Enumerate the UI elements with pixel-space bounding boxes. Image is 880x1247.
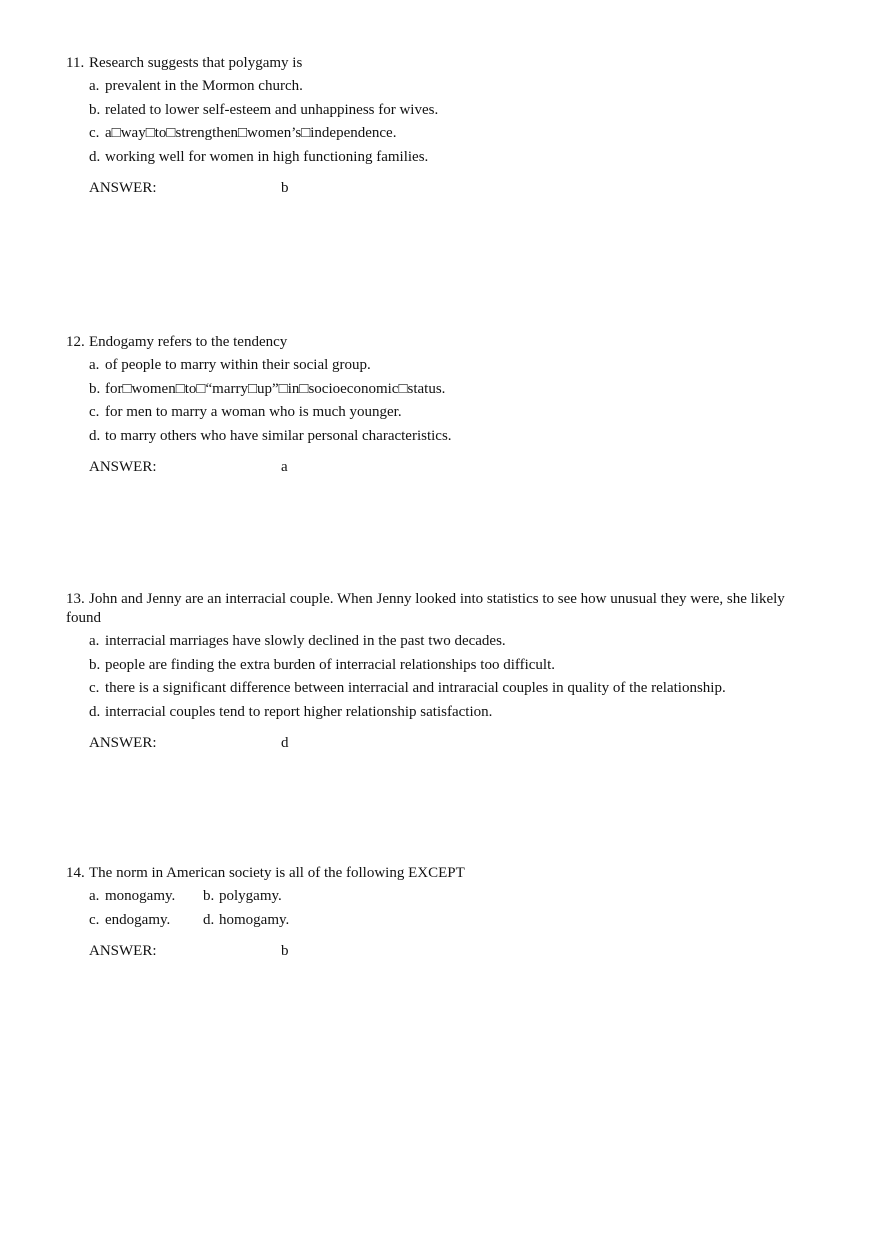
option-letter: d. — [203, 911, 215, 928]
option-text: a□way□to□strengthen□women’s□independence. — [105, 125, 397, 141]
answer-value: d — [281, 734, 289, 751]
option-letter: a. — [89, 357, 100, 373]
question-stem — [66, 333, 836, 352]
option-letter: a. — [89, 633, 100, 649]
answer-line — [89, 942, 836, 961]
option-letter: b. — [203, 888, 215, 904]
answer-label: ANSWER: — [89, 179, 157, 196]
option-c — [89, 124, 836, 143]
answer-line — [89, 734, 836, 753]
option-c — [89, 679, 836, 698]
question-number: 11. — [66, 55, 85, 71]
question-text: John and Jenny are an interracial couple. When Jenny looked into statistics to see how unusual they were, she likely — [89, 591, 785, 607]
option-d — [89, 427, 836, 446]
answer-value: a — [281, 458, 288, 475]
question-stem — [66, 54, 836, 73]
option-letter: d. — [89, 703, 101, 720]
option-a — [89, 887, 203, 906]
option-text: homogamy. — [219, 911, 290, 928]
answer-value: b — [281, 179, 289, 196]
question-number: 12. — [66, 334, 85, 350]
option-b — [203, 887, 282, 906]
option-text: endogamy. — [105, 911, 171, 928]
option-b — [89, 101, 836, 120]
option-text: people are finding the extra burden of interracial relationships too difficult. — [105, 656, 555, 673]
option-text: for□women□to□“marry□up”□in□socioeconomic□status. — [105, 380, 446, 397]
option-b — [89, 380, 836, 399]
option-letter: a. — [89, 78, 100, 94]
question-11 — [66, 54, 836, 198]
question-stem-continuation: found — [66, 610, 101, 626]
question-number: 13. — [66, 591, 85, 607]
option-text: polygamy. — [219, 888, 282, 904]
option-d — [89, 148, 836, 167]
option-letter: d. — [89, 427, 101, 444]
option-letter: c. — [89, 125, 100, 141]
options-list — [89, 77, 836, 167]
option-letter: b. — [89, 101, 101, 118]
option-letter: b. — [89, 380, 101, 397]
option-a — [89, 356, 836, 375]
option-letter: c. — [89, 404, 100, 420]
question-text: Endogamy refers to the tendency — [89, 334, 288, 350]
question-14 — [66, 864, 836, 961]
question-stem — [66, 590, 836, 609]
options-list — [89, 887, 836, 930]
option-a — [89, 632, 836, 651]
question-stem — [66, 864, 836, 883]
options-list — [89, 632, 836, 722]
answer-label: ANSWER: — [89, 458, 157, 475]
option-text: prevalent in the Mormon church. — [105, 78, 303, 94]
question-number: 14. — [66, 865, 85, 881]
option-text: of people to marry within their social group. — [105, 357, 371, 373]
option-b — [89, 656, 836, 675]
answer-label: ANSWER: — [89, 734, 157, 751]
option-c — [89, 911, 203, 930]
question-text: The norm in American society is all of the following EXCEPT — [89, 865, 465, 881]
question-12 — [66, 333, 836, 477]
option-c — [89, 403, 836, 422]
option-d — [89, 703, 836, 722]
option-a — [89, 77, 836, 96]
option-text: monogamy. — [105, 888, 176, 904]
option-letter: b. — [89, 656, 101, 673]
option-d — [203, 911, 289, 930]
option-text: interracial marriages have slowly declined in the past two decades. — [105, 633, 506, 649]
option-text: working well for women in high functioning families. — [105, 148, 429, 165]
options-row-1 — [89, 887, 836, 906]
options-list — [89, 356, 836, 446]
option-letter: c. — [89, 911, 100, 928]
option-text: related to lower self-esteem and unhappiness for wives. — [105, 101, 439, 118]
question-text: Research suggests that polygamy is — [89, 55, 303, 71]
option-text: interracial couples tend to report higher relationship satisfaction. — [105, 703, 493, 720]
option-text: for men to marry a woman who is much younger. — [105, 404, 402, 420]
answer-line — [89, 179, 836, 198]
answer-line — [89, 458, 836, 477]
option-letter: a. — [89, 888, 100, 904]
option-text: there is a significant difference between interracial and intraracial couples in quality of the relationship. — [105, 680, 726, 696]
option-text: to marry others who have similar personal characteristics. — [105, 427, 452, 444]
options-row-2 — [89, 911, 836, 930]
option-letter: d. — [89, 148, 101, 165]
answer-value: b — [281, 942, 289, 959]
question-13 — [66, 590, 836, 753]
answer-label: ANSWER: — [89, 942, 157, 959]
option-letter: c. — [89, 680, 100, 696]
